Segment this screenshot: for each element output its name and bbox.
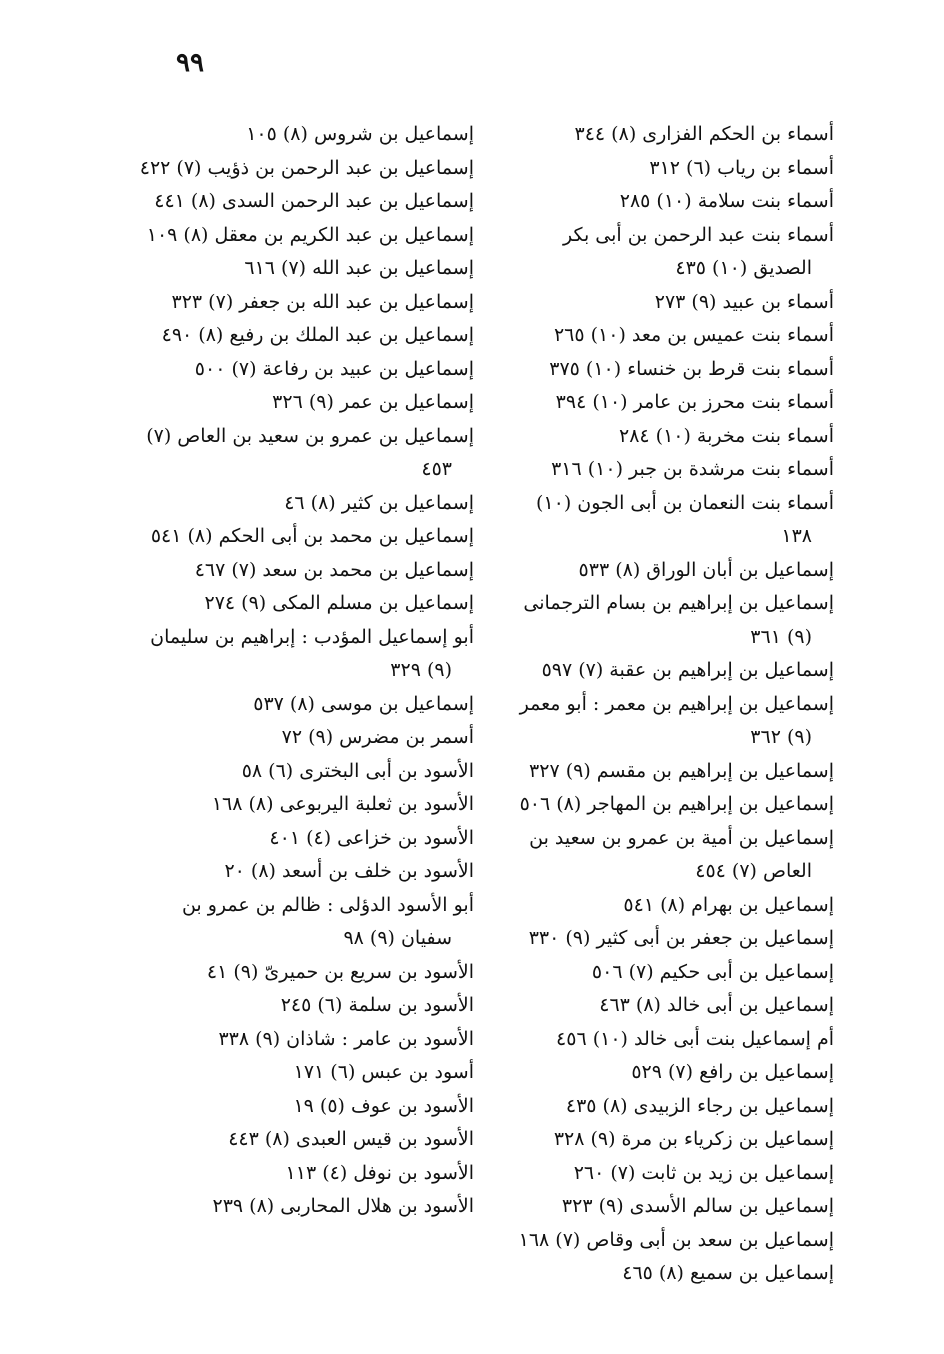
index-entry: إسماعيل بن عمر (٩) ٣٢٦ bbox=[272, 391, 474, 413]
index-entry: إسماعيل بن عبيد بن رفاعة (٧) ٥٠٠ bbox=[194, 357, 474, 380]
page-number: ٩٩ bbox=[176, 48, 204, 78]
index-entry: أبو إسماعيل المؤدب : إبراهيم بن سليمان (٩) ٣٢٩ bbox=[150, 625, 474, 681]
index-entry: أسماء بنت محرز بن عامر (١٠) ٣٩٤ bbox=[555, 391, 834, 413]
index-entry: إسماعيل بن عمرو بن سعيد بن العاص (٧) ٤٥٣ bbox=[146, 424, 474, 480]
index-entry: إسماعيل بن إبراهيم بن المهاجر (٨) ٥٠٦ bbox=[519, 793, 834, 815]
index-entry: إسماعيل بن سعد بن أبى وقاص (٧) ١٦٨ bbox=[518, 1228, 834, 1251]
index-entry: إسماعيل بن عبد الله (٧) ٦١٦ bbox=[244, 257, 474, 279]
index-entry: الأسود بن عامر : شاذان (٩) ٣٣٨ bbox=[218, 1027, 474, 1050]
index-entry: الأسود بن عوف (٥) ١٩ bbox=[293, 1094, 474, 1117]
index-entry: إسماعيل بن جعفر بن أبى كثير (٩) ٣٣٠ bbox=[528, 927, 834, 949]
index-entry: إسماعيل بن رافع (٧) ٥٢٩ bbox=[631, 1061, 834, 1083]
index-entry: إسماعيل بن أمية بن عمرو بن سعيد بن العاص (٧) ٤٥٤ bbox=[529, 826, 834, 882]
index-entry: أم إسماعيل بنت أبى خالد (١٠) ٤٥٦ bbox=[556, 1027, 834, 1050]
index-entry: الأسود بن قيس العبدى (٨) ٤٤٣ bbox=[228, 1128, 474, 1150]
index-entry: الأسود بن ثعلبة اليربوعى (٨) ١٦٨ bbox=[211, 793, 474, 815]
index-entry: أسماء بن رياب (٦) ٣١٢ bbox=[649, 156, 834, 179]
index-entry: إسماعيل بن موسى (٨) ٥٣٧ bbox=[253, 692, 474, 715]
index-entry: إسماعيل بن زيد بن ثابت (٧) ٢٦٠ bbox=[573, 1161, 834, 1184]
index-entry: الأسود بن خلف بن أسعد (٨) ٢٠ bbox=[224, 860, 474, 882]
index-column-left bbox=[134, 118, 474, 1224]
index-entry: أسماء بن الحكم الفزارى (٨) ٣٤٤ bbox=[574, 123, 834, 145]
index-entry: أسمر بن مضرس (٩) ٧٢ bbox=[281, 726, 474, 748]
index-entry: إسماعيل بن عبد الله بن جعفر (٧) ٣٢٣ bbox=[171, 290, 474, 313]
index-entry: أسود بن عبس (٦) ١٧١ bbox=[293, 1061, 474, 1083]
index-entry: أسماء بنت قرط بن خنساء (١٠) ٣٧٥ bbox=[549, 357, 834, 380]
index-entry: أسماء بنت النعمان بن أبى الجون (١٠) ١٣٨ bbox=[535, 491, 834, 547]
index-entry: أبو الأسود الدؤلى : ظالم بن عمرو بن سفيان (٩) ٩٨ bbox=[181, 893, 474, 949]
index-entry: إسماعيل بن بهرام (٨) ٥٤١ bbox=[623, 893, 834, 916]
index-entry: أسماء بنت مخربة (١٠) ٢٨٤ bbox=[618, 424, 834, 447]
index-entry: إسماعيل بن عبد الرحمن بن ذؤيب (٧) ٤٢٢ bbox=[139, 156, 474, 179]
index-entry: إسماعيل بن إبراهيم بن معمر : أبو معمر (٩) ٣٦٢ bbox=[519, 692, 834, 748]
index-entry: إسماعيل بن محمد بن سعد (٧) ٤٦٧ bbox=[194, 558, 474, 581]
index-entry: إسماعيل بن زكرياء بن مرة (٩) ٣٢٨ bbox=[553, 1128, 834, 1150]
index-entry: إسماعيل بن رجاء الزبيدى (٨) ٤٣٥ bbox=[565, 1094, 834, 1117]
index-entry: إسماعيل بن أبى حكيم (٧) ٥٠٦ bbox=[591, 960, 834, 983]
index-entry: الأسود بن خزاعى (٤) ٤٠١ bbox=[269, 826, 474, 849]
index-entry: الأسود بن سريع بن حميرىّ (٩) ٤١ bbox=[206, 960, 474, 983]
index-entry: أسماء بنت عميس بن معد (١٠) ٢٦٥ bbox=[553, 324, 834, 346]
index-entry: إسماعيل بن عبد الملك بن رفيع (٨) ٤٩٠ bbox=[161, 324, 474, 346]
index-entry: إسماعيل بن مسلم المكى (٩) ٢٧٤ bbox=[204, 592, 474, 614]
index-entry: إسماعيل بن سالم الأسدى (٩) ٣٢٣ bbox=[561, 1195, 834, 1217]
index-entry: الأسود بن سلمة (٦) ٢٤٥ bbox=[280, 994, 474, 1016]
index-column-right bbox=[504, 118, 834, 1291]
index-entry: الأسود بن هلال المحاربى (٨) ٢٣٩ bbox=[212, 1195, 474, 1217]
index-entry: أسماء بنت عبد الرحمن بن أبى بكر الصديق (١٠) ٤٣٥ bbox=[562, 223, 834, 279]
index-entry: إسماعيل بن إبراهيم بن عقبة (٧) ٥٩٧ bbox=[541, 659, 834, 681]
index-entry: إسماعيل بن أبى خالد (٨) ٤٦٣ bbox=[599, 994, 834, 1016]
index-entry: إسماعيل بن عبد الكريم بن معقل (٨) ١٠٩ bbox=[146, 223, 474, 246]
index-entry: إسماعيل بن شروس (٨) ١٠٥ bbox=[246, 123, 474, 145]
index-entry: إسماعيل بن سميع (٨) ٤٦٥ bbox=[622, 1262, 834, 1284]
index-entry: إسماعيل بن إبراهيم بن بسام الترجمانى (٩) ٣٦١ bbox=[523, 592, 834, 648]
index-entry: إسماعيل بن أبان الوراق (٨) ٥٣٣ bbox=[578, 558, 834, 581]
index-entry: الأسود بن نوفل (٤) ١١٣ bbox=[285, 1161, 474, 1184]
index-entry: أسماء بن عبيد (٩) ٢٧٣ bbox=[654, 290, 834, 313]
index-entry: إسماعيل بن إبراهيم بن مقسم (٩) ٣٢٧ bbox=[529, 759, 834, 782]
index-entry: إسماعيل بن عبد الرحمن السدى (٨) ٤٤١ bbox=[154, 190, 474, 212]
index-entry: الأسود بن أبى البخترى (٦) ٥٨ bbox=[241, 759, 474, 782]
index-entry: أسماء بنت سلامة (١٠) ٢٨٥ bbox=[619, 190, 834, 212]
index-entry: إسماعيل بن كثير (٨) ٤٦ bbox=[284, 491, 474, 514]
index-entry: أسماء بنت مرشدة بن جبر (١٠) ٣١٦ bbox=[551, 458, 834, 480]
index-entry: إسماعيل بن محمد بن أبى الحكم (٨) ٥٤١ bbox=[150, 525, 474, 547]
